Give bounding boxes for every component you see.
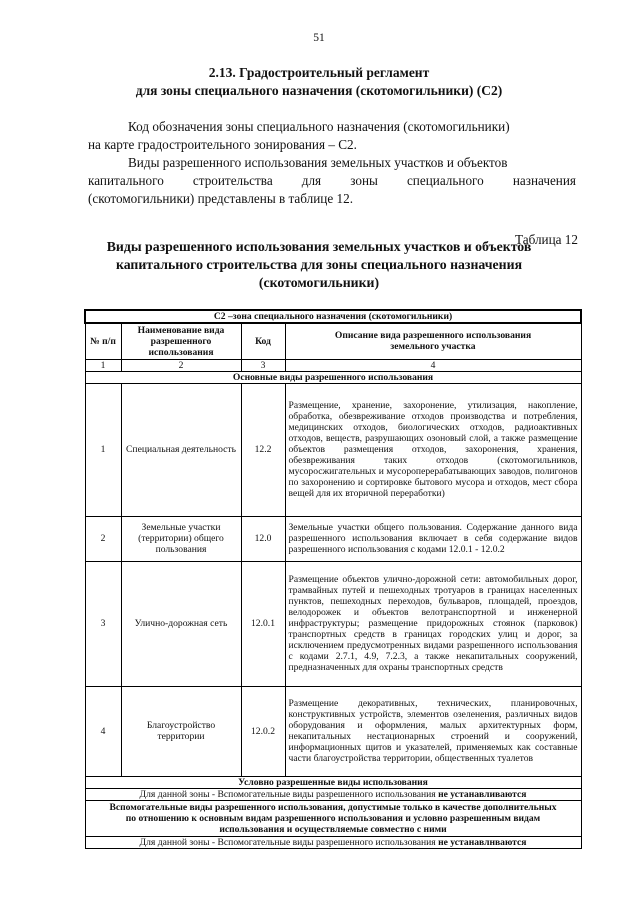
table-label: Таблица 12 [515, 232, 578, 247]
row-code: 12.0.2 [241, 686, 285, 776]
conditional-section-header: Условно разрешенные виды использования [85, 776, 581, 788]
conditional-note-text: Для данной зоны - Вспомогательные виды разрешенного использования [139, 788, 439, 800]
row-name: Благоустройство территории [121, 686, 241, 776]
paragraph-2-line-1: Виды разрешенного использования земельных участков и объектов [128, 155, 508, 170]
row-code: 12.0 [241, 516, 285, 561]
row-num: 2 [85, 516, 121, 561]
paragraph-1-line-2: на карте градостроительного зонирования – С2. [88, 137, 357, 152]
row-num: 1 [85, 383, 121, 516]
col-number: 2 [121, 359, 241, 371]
table-title-line-3: (скотомогильники) [258, 275, 380, 290]
header-name: Наименование вида разрешенного использования [121, 323, 241, 359]
row-num: 3 [85, 561, 121, 686]
row-name: Улично-дорожная сеть [121, 561, 241, 686]
table-title-line-1: Виды разрешенного использования земельных участков и объектов [106, 239, 532, 254]
row-num: 4 [85, 686, 121, 776]
row-name: Специальная деятельность [121, 383, 241, 516]
page-number: 51 [313, 32, 325, 44]
col-number: 4 [285, 359, 581, 371]
row-desc: Земельные участки общего пользования. Содержание данного вида разрешенного использования включает в себя содержание видов разрешенного использования с кодами 12.0.1 - 12.0.2 [285, 516, 581, 561]
col-number: 1 [85, 359, 121, 371]
paragraph-2-line-3: (скотомогильники) представлены в таблице 12. [88, 191, 353, 206]
row-code: 12.0.1 [241, 561, 285, 686]
table-title-line-2: капитального строительства для зоны специального назначения [115, 257, 523, 272]
paragraph-2-line-2: капитального строительства для зоны специального назначения [88, 173, 576, 188]
row-desc: Размещение, хранение, захоронение, утилизация, накопление, обработка, обезвреживание отходов производства и потребления, медицинских отходов, биологических отходов, радиоактивных отходов, веществ, разрушающих озоновый слой, а также размещение объектов размещения отходов, захоронения, хранения, обезвреживания таких отходов (скотомогильников, мусоросжигательных и мусороперерабатывающих заводов, полигонов по захоронению и сортировке бытового мусора и отходов, мест сбора вещей для их вторичной переработки) [285, 383, 581, 516]
paragraph-2 [88, 154, 576, 208]
col-number: 3 [241, 359, 285, 371]
section-title-line-1: 2.13. Градостроительный регламент [208, 65, 430, 80]
row-desc: Размещение объектов улично-дорожной сети: автомобильных дорог, трамвайных путей и пешеходных тротуаров в границах населенных пунктов, пешеходных переходов, бульваров, площадей, проездов, велодорожек и объектов велотранспортной и инженерной инфраструктуры; размещение придорожных стоянок (парковок) транспортных средств в границах городских улиц и дорог, за исключением предусмотренных видами разрешенного использования с кодами 2.7.1, 4.9, 7.2.3, а также некапитальных сооружений, предназначенных для охраны транспортных средств [285, 561, 581, 686]
table-row [85, 516, 581, 561]
conditional-note [85, 788, 581, 800]
main-section-header: Основные виды разрешенного использования [85, 371, 581, 383]
regulation-table [84, 309, 582, 849]
row-name: Земельные участки (территории) общего пользования [121, 516, 241, 561]
section-title-line-2: для зоны специального назначения (скотомогильники) (С2) [135, 83, 503, 98]
auxiliary-section-header: Вспомогательные виды разрешенного использования, допустимые только в качестве дополнительных по отношению к основным видам разрешенного использования и условно разрешенным видам использования и осуществляемые совместно с ними [85, 800, 581, 836]
paragraph-1 [88, 118, 576, 154]
auxiliary-note-text: Для данной зоны - Вспомогательные виды разрешенного использования [139, 836, 439, 848]
header-num: № п/п [85, 323, 121, 359]
paragraph-1-line-1: Код обозначения зоны специального назначения (скотомогильники) [128, 119, 510, 134]
zone-header: С2 –зона специального назначения (скотомогильники) [85, 310, 581, 323]
auxiliary-note-status: не устанавлнваются [438, 836, 527, 848]
header-desc: Описание вида разрешенного использования земельного участка [285, 323, 581, 359]
table-row [85, 561, 581, 686]
conditional-note-status: не устанавливаются [438, 788, 527, 800]
header-code: Код [241, 323, 285, 359]
auxiliary-note [85, 836, 581, 848]
table-row [85, 383, 581, 516]
row-code: 12.2 [241, 383, 285, 516]
table-row [85, 686, 581, 776]
row-desc: Размещение декоративных, технических, планировочных, конструктивных устройств, элементов озеленения, различных видов оборудования и оформления, малых архитектурных форм, некапитальных нестационарных строений и сооружений, информационных щитов и указателей, применяемых как составные части благоустройства территории, общественных туалетов [285, 686, 581, 776]
